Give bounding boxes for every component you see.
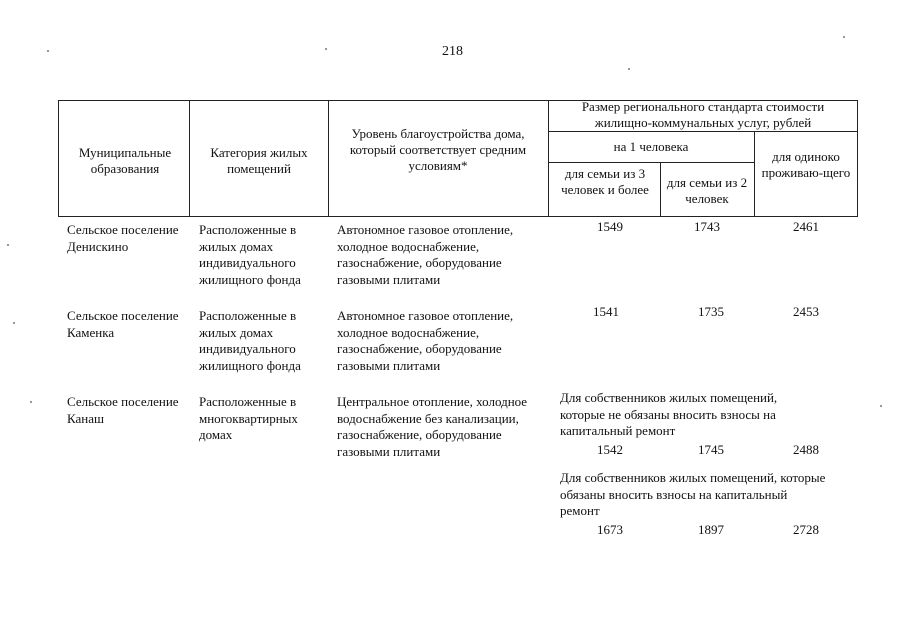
row-3-subgroup-1-family2: 1745 xyxy=(698,442,724,457)
header-per-person: на 1 человека xyxy=(613,139,689,154)
row-3-subgroup-2-single: 2728 xyxy=(793,522,819,537)
header-category: Категория жилых помещений xyxy=(210,145,308,176)
row-2-value-family3: 1541 xyxy=(593,304,619,319)
header-family-2: для семьи из 2 человек xyxy=(666,175,748,206)
header-size: Размер регионального стандарта стоимости жилищно-коммунальных услуг, рублей xyxy=(581,99,825,130)
row-3-level: Центральное отопление, холодное водоснабжение без канализации, газоснабжение, оборудование газовыми плитами xyxy=(337,394,528,459)
header-family-3: для семьи из 3 человек и более xyxy=(561,166,649,197)
row-2-value-family2: 1735 xyxy=(698,304,724,319)
scan-speck xyxy=(628,68,630,70)
row-1-value-family3: 1549 xyxy=(597,219,623,234)
row-2-value-single: 2453 xyxy=(793,304,819,319)
row-3-subgroup-1-family3: 1542 xyxy=(597,442,623,457)
row-1-value-single: 2461 xyxy=(793,219,819,234)
scan-speck xyxy=(7,244,9,246)
row-1-category: Расположенные в жилых домах индивидуального жилищного фонда xyxy=(199,222,301,287)
row-3-category: Расположенные в многоквартирных домах xyxy=(199,394,298,442)
row-1-value-family2: 1743 xyxy=(694,219,720,234)
scan-speck xyxy=(843,36,845,38)
row-1-municipality: Сельское поселение Денискино xyxy=(67,222,179,254)
row-3-subgroup-1-single: 2488 xyxy=(793,442,819,457)
row-2-category: Расположенные в жилых домах индивидуального жилищного фонда xyxy=(199,308,301,373)
scan-speck xyxy=(30,401,32,403)
scan-speck xyxy=(325,48,327,50)
header-single: для одиноко проживаю-щего xyxy=(761,149,851,180)
row-3-subgroup-1-note: Для собственников жилых помещений, которые не обязаны вносить взносы на капитальный ремонт xyxy=(560,390,778,438)
row-1-level: Автономное газовое отопление, холодное водоснабжение, газоснабжение, оборудование газовыми плитами xyxy=(337,222,514,287)
header-level: Уровень благоустройства дома, который соответствует средним условиям* xyxy=(349,126,527,173)
row-2-municipality: Сельское поселение Каменка xyxy=(67,308,179,340)
row-3-subgroup-2-note: Для собственников жилых помещений, которые обязаны вносить взносы на капитальный ремонт xyxy=(560,470,826,518)
scan-speck xyxy=(13,322,15,324)
row-3-municipality: Сельское поселение Канаш xyxy=(67,394,179,426)
header-municipality: Муниципальные образования xyxy=(78,145,172,176)
scan-speck xyxy=(880,405,882,407)
row-2-level: Автономное газовое отопление, холодное водоснабжение, газоснабжение, оборудование газовыми плитами xyxy=(337,308,514,373)
page-number: 218 xyxy=(442,44,463,59)
row-3-subgroup-2-family2: 1897 xyxy=(698,522,724,537)
scan-speck xyxy=(47,50,49,52)
row-3-subgroup-2-family3: 1673 xyxy=(597,522,623,537)
